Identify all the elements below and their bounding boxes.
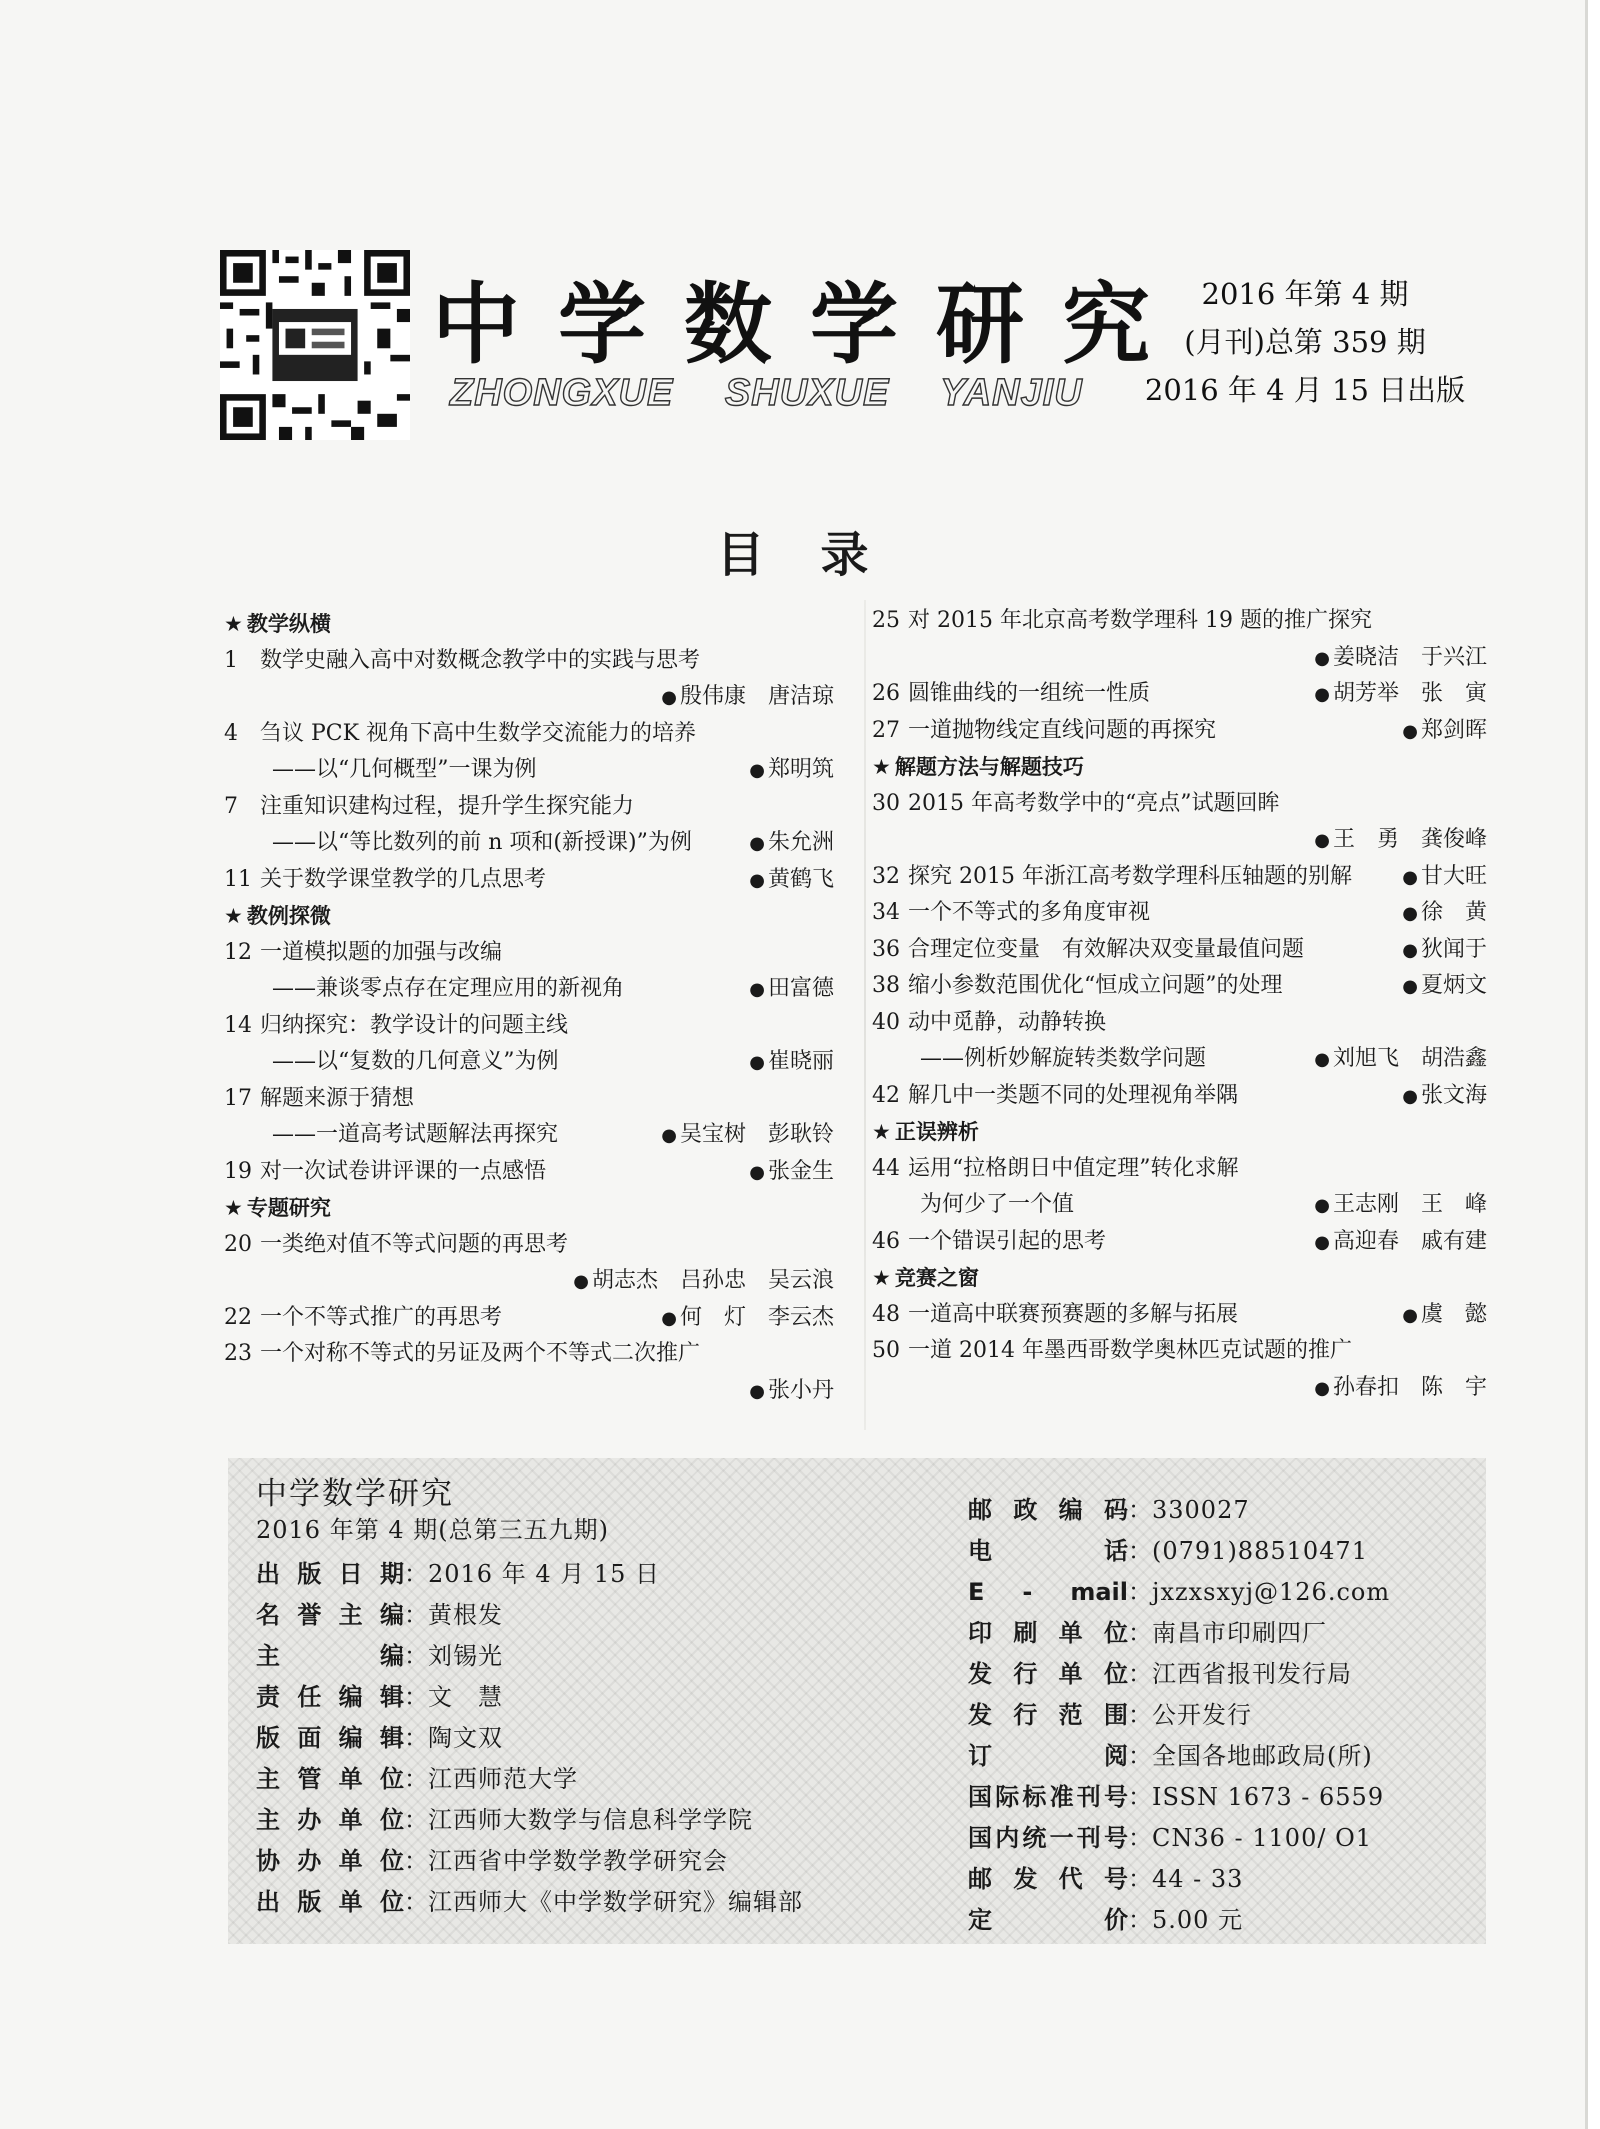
article-title: 探究 2015 年浙江高考数学理科压轴题的别解: [908, 863, 1352, 889]
article-title: 一个不等式的多角度审视: [908, 900, 1151, 925]
field-label: 印刷单位: [968, 1619, 1128, 1647]
toc-row: [224, 1044, 834, 1081]
article-title: 2015 年高考数学中的“亮点”试题回眸: [908, 790, 1280, 816]
toc-row: [872, 968, 1487, 1005]
journal-title-pinyin: [450, 372, 1123, 415]
article-authors: [1402, 859, 1487, 897]
toc-row: [872, 786, 1487, 823]
article-authors: [1314, 1370, 1487, 1408]
bullet-icon: ●: [1314, 830, 1330, 851]
article-authors: [1402, 1078, 1487, 1116]
bullet-icon: ●: [1402, 939, 1418, 961]
article-title: 对 2015 年北京高考数学理科 19 题的推广探究: [908, 608, 1372, 633]
bullet-icon: ●: [1314, 1049, 1330, 1070]
article-subtitle: ——以“复数的几何意义”为例: [272, 1049, 559, 1074]
bullet-icon: ●: [1402, 976, 1418, 997]
article-title: 解几中一类题不同的处理视角举隅: [908, 1082, 1239, 1108]
page-number: 48: [872, 1301, 900, 1327]
author-names: 朱允洲: [767, 830, 834, 855]
toc-row: [224, 716, 834, 753]
field-label: 订阅: [968, 1742, 1128, 1770]
article-title: 一道 2014 年墨西哥数学奥林匹克试题的推广: [908, 1338, 1352, 1363]
colophon-entry: [256, 1677, 803, 1718]
field-value: 陶文双: [428, 1724, 503, 1752]
pinyin-word: SHUXUE: [724, 372, 890, 414]
colophon-entry: [256, 1882, 803, 1923]
colophon-entry: [968, 1859, 1390, 1900]
toc-row: [872, 713, 1487, 750]
article-authors: [661, 1117, 834, 1155]
field-colon: ：: [1128, 1578, 1152, 1606]
bullet-icon: ●: [1402, 903, 1418, 924]
field-value: CN36 - 1100/ O1: [1152, 1824, 1373, 1852]
article-title: 数学史融入高中对数概念教学中的实践与思考: [260, 647, 701, 673]
colophon-entry: [968, 1531, 1390, 1572]
field-value: 江西师大数学与信息科学学院: [428, 1806, 753, 1834]
colophon-title: 中学数学研究: [256, 1476, 454, 1512]
toc-row: [224, 1154, 834, 1191]
toc-left-column: [224, 606, 834, 1409]
field-label: 主管单位: [256, 1765, 404, 1793]
article-authors: [1314, 1187, 1487, 1225]
author-names: 吴宝树 彭耿铃: [679, 1122, 834, 1147]
bullet-icon: ●: [1402, 1085, 1418, 1107]
colophon-left-list: [256, 1554, 803, 1923]
page-number: 4: [224, 720, 238, 746]
article-subtitle: ——例析妙解旋转类数学问题: [920, 1046, 1207, 1071]
field-colon: ：: [1128, 1701, 1152, 1729]
bullet-icon: ●: [1402, 1304, 1418, 1326]
article-subtitle: ——以“几何概型”一课为例: [272, 757, 537, 782]
toc-row: [872, 932, 1487, 969]
bullet-icon: ●: [573, 1271, 589, 1292]
field-colon: ：: [404, 1724, 428, 1752]
section-title: 教学纵横: [246, 612, 331, 636]
colophon-entry: [256, 1841, 803, 1882]
bullet-icon: ●: [749, 869, 765, 891]
colophon-entry: [256, 1636, 803, 1677]
article-authors: [749, 971, 834, 1009]
bullet-icon: ●: [1402, 720, 1418, 742]
field-label: 发行单位: [968, 1660, 1128, 1688]
author-names: 甘大旺: [1420, 863, 1487, 889]
page-number: 40: [872, 1009, 900, 1035]
article-title: 归纳探究：教学设计的问题主线: [260, 1012, 569, 1038]
page-number: 20: [224, 1231, 252, 1257]
colophon-issue: 2016 年第 4 期(总第三五九期): [256, 1516, 609, 1544]
field-label: 发行范围: [968, 1701, 1128, 1729]
field-colon: ：: [1128, 1496, 1152, 1524]
colophon-entry: [968, 1613, 1390, 1654]
author-names: 狄闻于: [1420, 936, 1487, 962]
bullet-icon: ●: [749, 1052, 765, 1073]
field-value: 文 慧: [428, 1683, 503, 1711]
field-value: (0791)88510471: [1152, 1537, 1368, 1565]
colophon-entry: [968, 1490, 1390, 1531]
article-title: 合理定位变量 有效解决双变量最值问题: [908, 936, 1305, 962]
field-label: 出版单位: [256, 1888, 404, 1916]
article-title: 动中觅静，动静转换: [908, 1009, 1107, 1035]
page-number: 22: [224, 1304, 252, 1330]
article-title: 一道模拟题的加强与改编: [260, 939, 503, 965]
toc-row: [872, 1333, 1487, 1370]
author-names: 殷伟康 唐洁琼: [679, 684, 834, 709]
article-authors: [749, 825, 834, 863]
page-number: 25: [872, 608, 900, 633]
field-colon: ：: [404, 1765, 428, 1793]
publish-date: 2016 年 4 月 15 日出版: [1144, 373, 1466, 407]
star-icon: ★: [872, 755, 891, 779]
page-number: 26: [872, 681, 900, 706]
toc-section-heading: [224, 606, 834, 643]
page-number: 7: [224, 793, 238, 819]
bullet-icon: ●: [1314, 647, 1330, 669]
section-title: 解题方法与解题技巧: [894, 755, 1084, 779]
field-colon: ：: [404, 1560, 428, 1588]
toc-row: [872, 1041, 1487, 1078]
pinyin-word: YANJIU: [940, 372, 1083, 414]
toc-section-heading: [872, 1260, 1487, 1297]
article-title: 关于数学课堂教学的几点思考: [260, 866, 547, 892]
author-names: 夏炳文: [1420, 973, 1487, 998]
colophon-entry: [968, 1572, 1390, 1613]
article-title: 对一次试卷讲评课的一点感悟: [260, 1158, 547, 1184]
field-colon: ：: [404, 1847, 428, 1875]
star-icon: ★: [224, 1196, 243, 1220]
page-number: 44: [872, 1155, 900, 1181]
article-authors: [661, 679, 834, 717]
page-number: 32: [872, 863, 900, 889]
field-colon: ：: [404, 1642, 428, 1670]
page-number: 11: [224, 866, 252, 892]
article-authors: [749, 862, 834, 900]
star-icon: ★: [224, 612, 243, 636]
field-colon: ：: [404, 1888, 428, 1916]
toc-row: [224, 862, 834, 899]
toc-row: [872, 822, 1487, 859]
pinyin-word: ZHONGXUE: [450, 372, 674, 414]
toc-row: [872, 1187, 1487, 1224]
toc-right-column: [872, 603, 1487, 1406]
page-number: 42: [872, 1082, 900, 1108]
article-title: 圆锥曲线的一组统一性质: [908, 681, 1151, 706]
article-authors: [1314, 822, 1487, 860]
section-title: 正误辨析: [894, 1120, 979, 1144]
field-value: jxzxsxyj@126.com: [1152, 1578, 1391, 1606]
author-names: 张小丹: [767, 1377, 834, 1403]
article-title: 刍议 PCK 视角下高中生数学交流能力的培养: [260, 720, 697, 746]
paper-fold: [864, 600, 866, 1430]
author-names: 胡志杰 吕孙忠 吴云浪: [591, 1268, 834, 1293]
issue-info: [1140, 270, 1470, 414]
field-value: 全国各地邮政局(所): [1152, 1742, 1373, 1770]
toc-row: [872, 1224, 1487, 1261]
author-names: 徐 黄: [1420, 900, 1487, 925]
issue-number: 2016 年第 4 期: [1201, 277, 1409, 311]
bullet-icon: ●: [1314, 684, 1330, 705]
toc-row: [224, 1227, 834, 1264]
article-title: 缩小参数范围优化“恒成立问题”的处理: [908, 973, 1283, 998]
page-number: 30: [872, 790, 900, 816]
field-label: 定价: [968, 1906, 1128, 1934]
issue-total: (月刊)总第 359 期: [1184, 325, 1426, 359]
article-authors: [1314, 1224, 1487, 1262]
article-authors: [749, 1154, 834, 1192]
article-subtitle: ——以“等比数列的前 n 项和(新授课)”为例: [272, 830, 692, 855]
toc-row: [224, 1336, 834, 1373]
field-label: 名誉主编: [256, 1601, 404, 1629]
field-label: 电话: [968, 1537, 1128, 1565]
toc-row: [224, 752, 834, 789]
page-number: 38: [872, 973, 900, 998]
star-icon: ★: [872, 1120, 891, 1144]
bullet-icon: ●: [749, 1161, 765, 1183]
colophon: [228, 1458, 1486, 1944]
contents-heading: 目录: [716, 527, 925, 583]
page-number: 50: [872, 1338, 900, 1363]
field-label: 邮政编码: [968, 1496, 1128, 1524]
colophon-entry: [256, 1718, 803, 1759]
colophon-entry: [968, 1736, 1390, 1777]
toc-row: [872, 1005, 1487, 1042]
page-number: 19: [224, 1158, 252, 1184]
toc-row: [224, 643, 834, 680]
field-colon: ：: [1128, 1537, 1152, 1565]
author-names: 虞 懿: [1420, 1301, 1487, 1327]
field-label: 主编: [256, 1642, 404, 1670]
qr-code-icon: [220, 250, 410, 440]
toc-row: [872, 603, 1487, 640]
field-value: 江西师范大学: [428, 1765, 578, 1793]
article-authors: [1314, 676, 1487, 714]
toc-row: [224, 1263, 834, 1300]
toc-section-heading: [872, 749, 1487, 786]
field-colon: ：: [1128, 1660, 1152, 1688]
page-number: 1: [224, 647, 238, 673]
bullet-icon: ●: [1314, 1195, 1330, 1216]
author-names: 田富德: [767, 976, 834, 1001]
page-number: 46: [872, 1228, 900, 1254]
field-value: ISSN 1673 - 6559: [1152, 1783, 1385, 1811]
article-authors: [1314, 640, 1487, 678]
author-names: 郑明筑: [767, 757, 834, 782]
bullet-icon: ●: [749, 1380, 765, 1402]
article-authors: [661, 1300, 834, 1338]
journal-title: 中学数学研究: [432, 272, 1189, 376]
toc-row: [224, 1300, 834, 1337]
field-value: 44 - 33: [1152, 1865, 1244, 1893]
field-value: 江西省报刊发行局: [1152, 1660, 1352, 1688]
toc-row: [224, 935, 834, 972]
bullet-icon: ●: [749, 760, 765, 781]
page-number: 27: [872, 717, 900, 743]
star-icon: ★: [224, 904, 243, 928]
field-label: 版面编辑: [256, 1724, 404, 1752]
colophon-entry: [256, 1554, 803, 1595]
toc-row: [872, 640, 1487, 677]
article-authors: [1314, 1041, 1487, 1079]
author-names: 张金生: [767, 1158, 834, 1184]
field-value: 330027: [1152, 1496, 1250, 1524]
author-names: 何 灯 李云杰: [679, 1304, 834, 1330]
author-names: 姜晓洁 于兴江: [1332, 644, 1487, 670]
field-label: 邮发代号: [968, 1865, 1128, 1893]
article-authors: [1402, 968, 1487, 1006]
section-title: 教例探微: [246, 904, 331, 928]
toc-row: [224, 1373, 834, 1410]
colophon-entry: [256, 1759, 803, 1800]
colophon-entry: [968, 1777, 1390, 1818]
field-value: 5.00 元: [1152, 1906, 1244, 1934]
toc-row: [224, 789, 834, 826]
field-colon: ：: [1128, 1906, 1152, 1934]
toc-row: [224, 825, 834, 862]
toc-row: [224, 679, 834, 716]
field-colon: ：: [404, 1683, 428, 1711]
toc-row: [872, 1370, 1487, 1407]
author-names: 王志刚 王 峰: [1332, 1192, 1487, 1217]
toc-section-heading: [224, 1190, 834, 1227]
colophon-entry: [256, 1800, 803, 1841]
field-label: 主办单位: [256, 1806, 404, 1834]
bullet-icon: ●: [661, 1125, 677, 1146]
field-label: 责任编辑: [256, 1683, 404, 1711]
article-title: 一类绝对值不等式问题的再思考: [260, 1231, 569, 1257]
field-value: 刘锡光: [428, 1642, 503, 1670]
article-authors: [1402, 713, 1487, 751]
bullet-icon: ●: [749, 979, 765, 1000]
page-number: 36: [872, 936, 900, 962]
field-colon: ：: [1128, 1619, 1152, 1647]
section-title: 专题研究: [246, 1196, 331, 1220]
article-authors: [1402, 932, 1487, 970]
colophon-entry: [968, 1818, 1390, 1859]
article-title: 一个错误引起的思考: [908, 1228, 1107, 1254]
field-value: 江西师大《中学数学研究》编辑部: [428, 1888, 803, 1916]
author-names: 郑剑晖: [1420, 717, 1487, 743]
article-title: 注重知识建构过程，提升学生探究能力: [260, 793, 635, 819]
colophon-entry: [256, 1595, 803, 1636]
article-authors: [1402, 1297, 1487, 1335]
bullet-icon: ●: [1314, 1231, 1330, 1253]
toc-row: [224, 971, 834, 1008]
author-names: 孙春扣 陈 宇: [1332, 1374, 1487, 1400]
bullet-icon: ●: [1314, 1377, 1330, 1399]
author-names: 高迎春 戚有建: [1332, 1228, 1487, 1254]
toc-row: [872, 859, 1487, 896]
author-names: 崔晓丽: [767, 1049, 834, 1074]
field-label: 国内统一刊号: [968, 1824, 1128, 1852]
toc-row: [224, 1117, 834, 1154]
article-subtitle: ——兼谈零点存在定理应用的新视角: [272, 976, 625, 1001]
field-colon: ：: [1128, 1742, 1152, 1770]
article-title: 一个不等式推广的再思考: [260, 1304, 503, 1330]
article-subtitle: ——一道高考试题解法再探究: [272, 1122, 559, 1147]
field-label: 出版日期: [256, 1560, 404, 1588]
article-subtitle: 为何少了一个值: [920, 1192, 1075, 1217]
author-names: 刘旭飞 胡浩鑫: [1332, 1046, 1487, 1071]
field-label: E - mail: [968, 1578, 1128, 1606]
field-value: 2016 年 4 月 15 日: [428, 1560, 661, 1588]
field-colon: ：: [1128, 1865, 1152, 1893]
article-title: 一道抛物线定直线问题的再探究: [908, 717, 1217, 743]
toc-row: [224, 1081, 834, 1118]
field-value: 南昌市印刷四厂: [1152, 1619, 1327, 1647]
field-value: 黄根发: [428, 1601, 503, 1629]
toc-row: [872, 1297, 1487, 1334]
star-icon: ★: [872, 1266, 891, 1290]
bullet-icon: ●: [661, 687, 677, 708]
author-names: 张文海: [1420, 1082, 1487, 1108]
article-authors: [1402, 895, 1487, 933]
page-number: 23: [224, 1341, 252, 1366]
toc-row: [872, 1078, 1487, 1115]
article-authors: [573, 1263, 834, 1301]
field-colon: ：: [1128, 1824, 1152, 1852]
author-names: 黄鹤飞: [767, 866, 834, 892]
bullet-icon: ●: [661, 1307, 677, 1329]
colophon-entry: [968, 1900, 1390, 1941]
colophon-entry: [968, 1695, 1390, 1736]
toc-row: [872, 676, 1487, 713]
field-colon: ：: [1128, 1783, 1152, 1811]
toc-row: [872, 895, 1487, 932]
article-title: 解题来源于猜想: [260, 1085, 415, 1111]
page-number: 12: [224, 939, 252, 965]
article-title: 一道高中联赛预赛题的多解与拓展: [908, 1301, 1239, 1327]
page-number: 17: [224, 1085, 252, 1111]
bullet-icon: ●: [749, 833, 765, 854]
colophon-entry: [968, 1654, 1390, 1695]
toc-section-heading: [224, 898, 834, 935]
article-authors: [749, 1373, 834, 1411]
section-title: 竞赛之窗: [894, 1266, 979, 1290]
toc-section-heading: [872, 1114, 1487, 1151]
field-colon: ：: [404, 1601, 428, 1629]
field-label: 国际标准刊号: [968, 1783, 1128, 1811]
field-colon: ：: [404, 1806, 428, 1834]
colophon-right-list: [968, 1490, 1390, 1941]
toc-row: [872, 1151, 1487, 1188]
field-value: 公开发行: [1152, 1701, 1252, 1729]
author-names: 王 勇 龚俊峰: [1332, 827, 1487, 852]
toc-row: [224, 1008, 834, 1045]
field-value: 江西省中学数学教学研究会: [428, 1847, 728, 1875]
author-names: 胡芳举 张 寅: [1332, 681, 1487, 706]
page-number: 34: [872, 900, 900, 925]
page-number: 14: [224, 1012, 252, 1038]
article-title: 运用“拉格朗日中值定理”转化求解: [908, 1155, 1239, 1181]
field-label: 协办单位: [256, 1847, 404, 1875]
article-authors: [749, 752, 834, 790]
article-authors: [749, 1044, 834, 1082]
bullet-icon: ●: [1402, 866, 1418, 888]
article-title: 一个对称不等式的另证及两个不等式二次推广: [260, 1341, 701, 1366]
